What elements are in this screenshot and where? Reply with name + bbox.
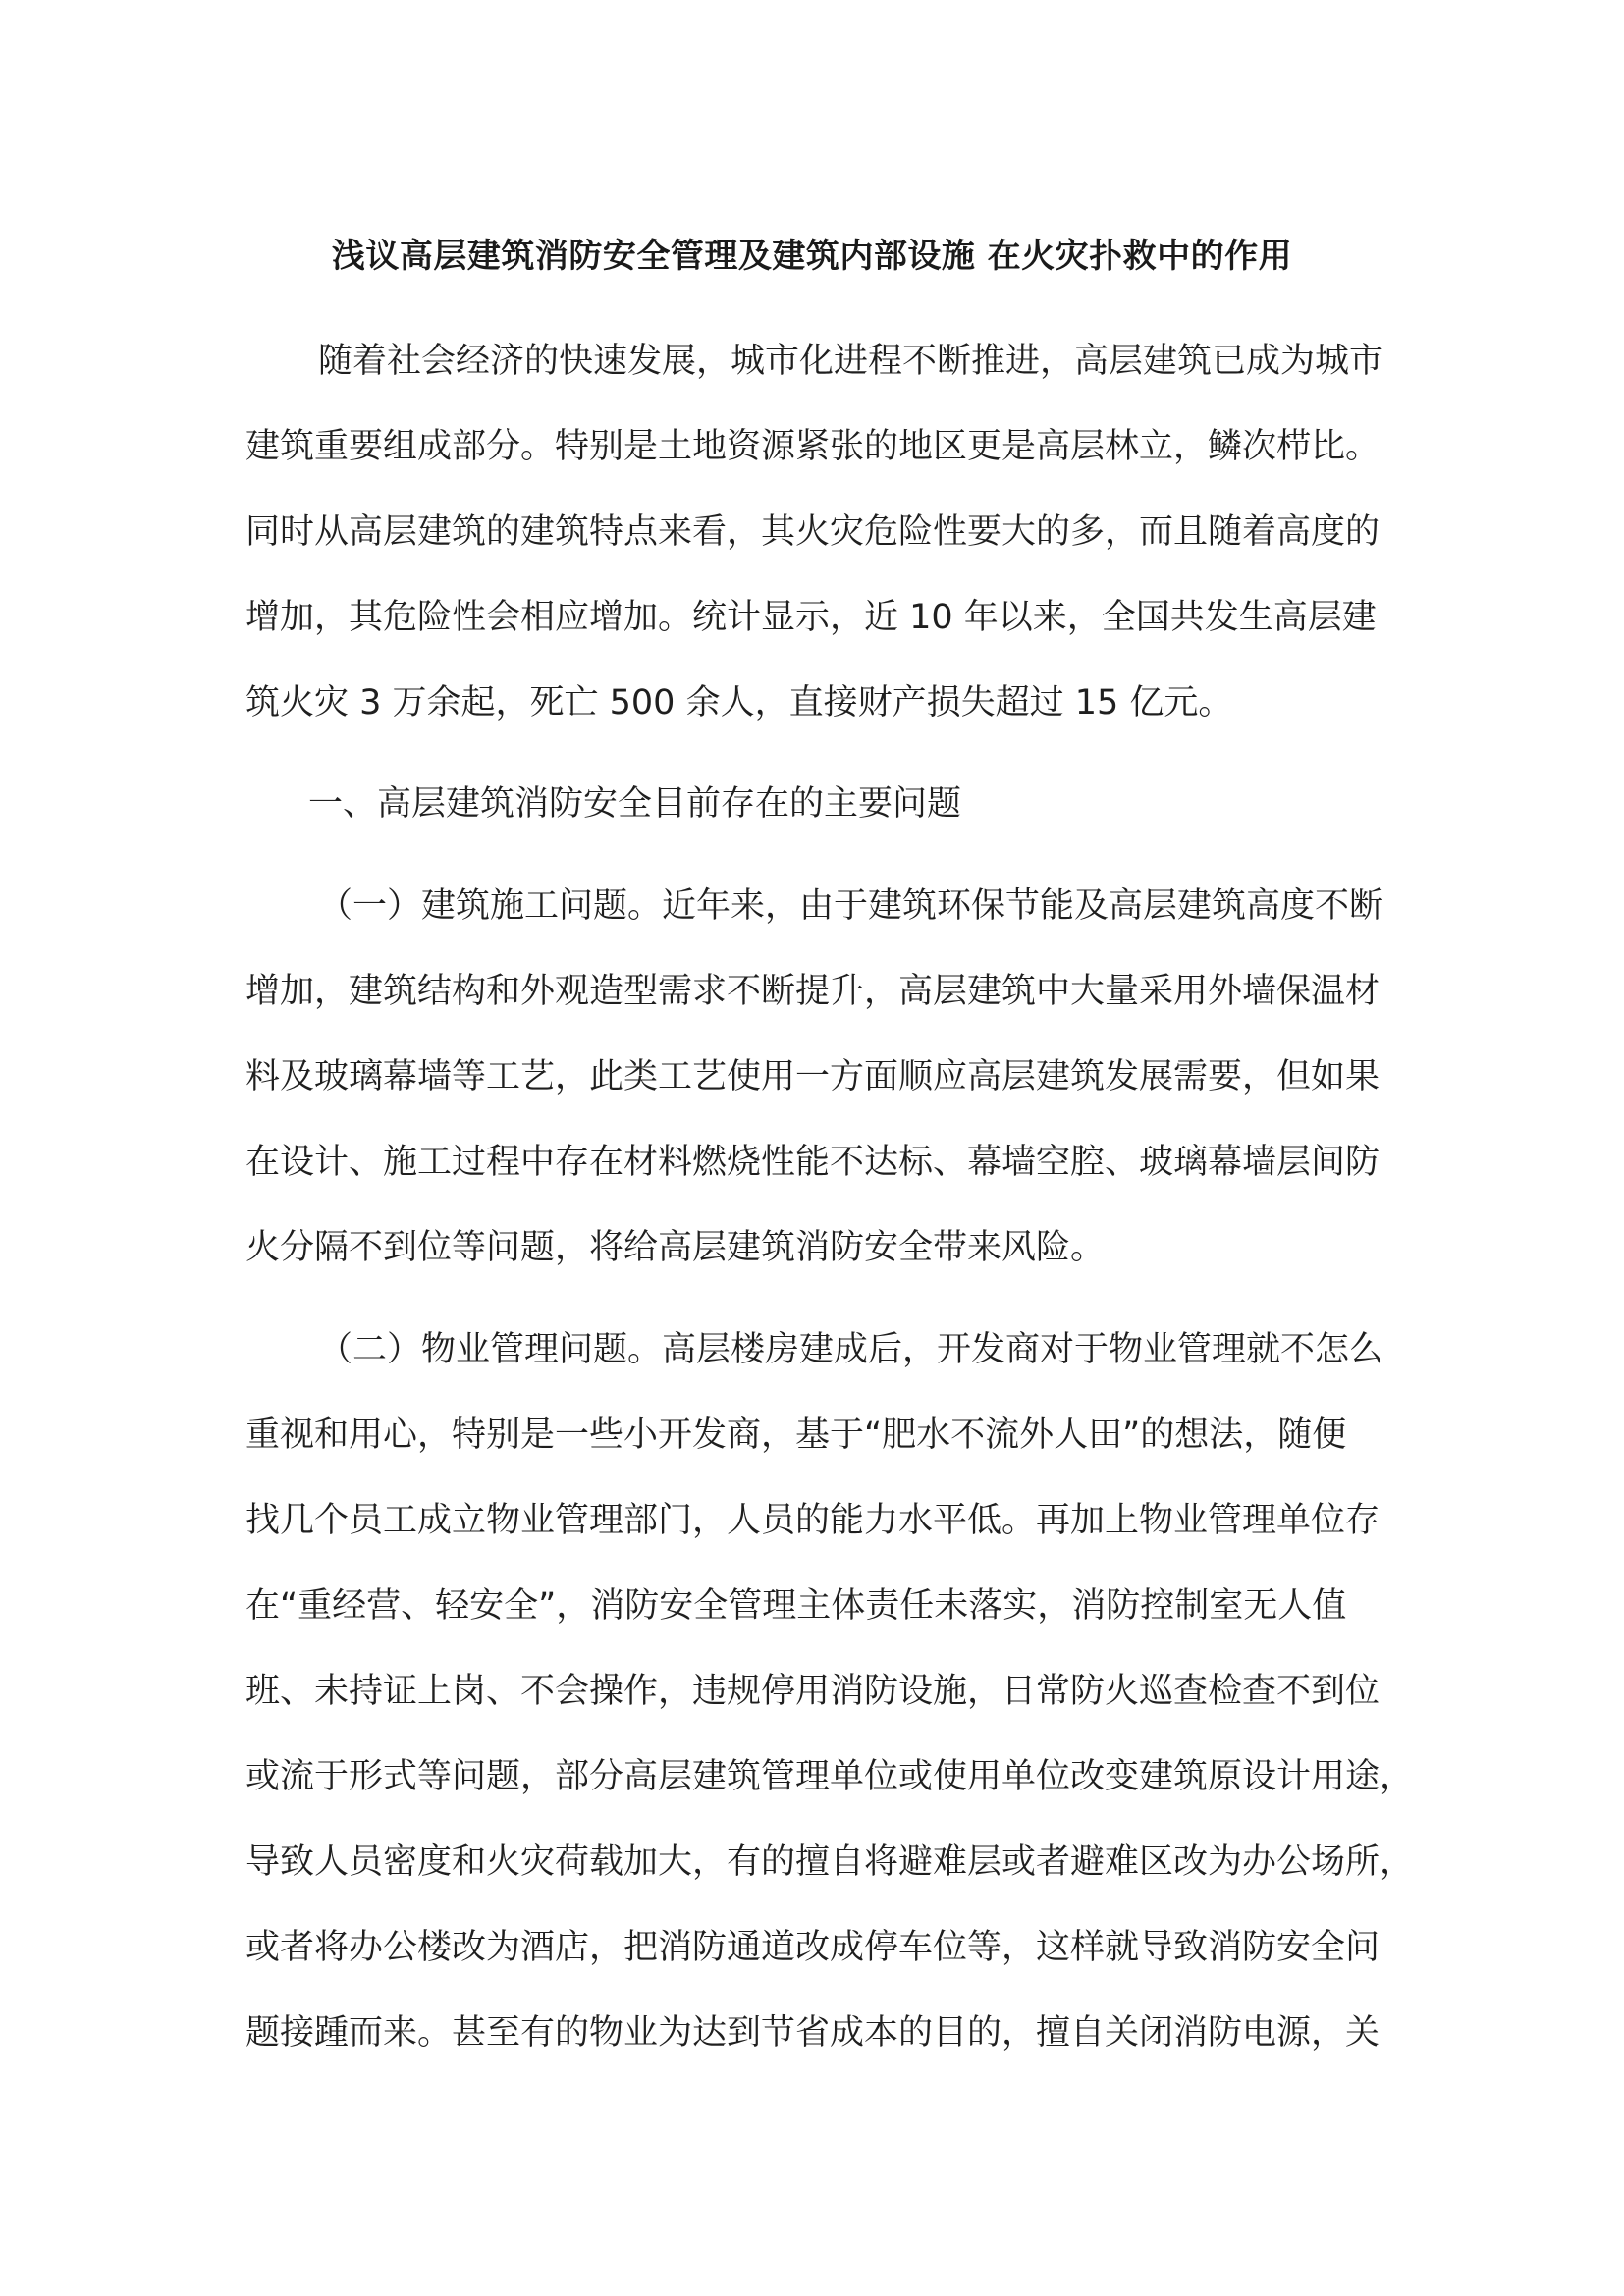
text-line: 料及玻璃幕墙等工艺，此类工艺使用一方面顺应高层建筑发展需要，但如果 xyxy=(245,1057,1380,1096)
text-line: 题接踵而来。甚至有的物业为达到节省成本的目的，擅自关闭消防电源，关 xyxy=(245,2013,1380,2053)
text-line: 火分隔不到位等问题，将给高层建筑消防安全带来风险。 xyxy=(245,1228,1106,1267)
text-line: 重视和用心，特别是一些小开发商，基于“肥水不流外人田”的想法，随便 xyxy=(245,1415,1347,1455)
text-line: 随着社会经济的快速发展，城市化进程不断推进，高层建筑已成为城市 xyxy=(318,342,1384,381)
paragraph-intro xyxy=(245,319,1384,746)
text-line: 建筑重要组成部分。特别是土地资源紧张的地区更是高层林立，鳞次栉比。 xyxy=(245,427,1380,466)
text-line: 在设计、施工过程中存在材料燃烧性能不达标、幕墙空腔、玻璃幕墙层间防 xyxy=(245,1143,1380,1182)
paragraph-construction-issues xyxy=(245,864,1384,1291)
text-line: 筑火灾 3 万余起，死亡 500 余人，直接财产损失超过 15 亿元。 xyxy=(245,683,1233,722)
text-line: 或者将办公楼改为酒店，把消防通道改成停车位等，这样就导致消防安全问 xyxy=(245,1928,1380,1967)
paragraph-property-management-issues xyxy=(245,1308,1415,2076)
text-line: 班、未持证上岗、不会操作，违规停用消防设施，日常防火巡查检查不到位 xyxy=(245,1672,1380,1711)
text-line: 增加，建筑结构和外观造型需求不断提升，高层建筑中大量采用外墙保温材 xyxy=(245,972,1380,1011)
text-line: 增加，其危险性会相应增加。统计显示，近 10 年以来，全国共发生高层建 xyxy=(245,598,1377,637)
text-line: 或流于形式等问题，部分高层建筑管理单位或使用单位改变建筑原设计用途， xyxy=(245,1757,1415,1796)
section-heading xyxy=(245,762,1384,847)
text-line: 找几个员工成立物业管理部门，人员的能力水平低。再加上物业管理单位存 xyxy=(245,1501,1380,1540)
text-line: 一、高层建筑消防安全目前存在的主要问题 xyxy=(308,784,962,824)
text-line: （一）建筑施工问题。近年来，由于建筑环保节能及高层建筑高度不断 xyxy=(318,886,1384,926)
text-line: （二）物业管理问题。高层楼房建成后，开发商对于物业管理就不怎么 xyxy=(318,1330,1384,1369)
text-line: 同时从高层建筑的建筑特点来看，其火灾危险性要大的多，而且随着高度的 xyxy=(245,512,1380,552)
text-line: 导致人员密度和火灾荷载加大，有的擅自将避难层或者避难区改为办公场所， xyxy=(245,1842,1415,1882)
document-title: 浅议高层建筑消防安全管理及建筑内部设施 在火灾扑救中的作用 xyxy=(331,237,1293,276)
text-line: 在“重经营、轻安全”，消防安全管理主体责任未落实，消防控制室无人值 xyxy=(245,1586,1347,1626)
